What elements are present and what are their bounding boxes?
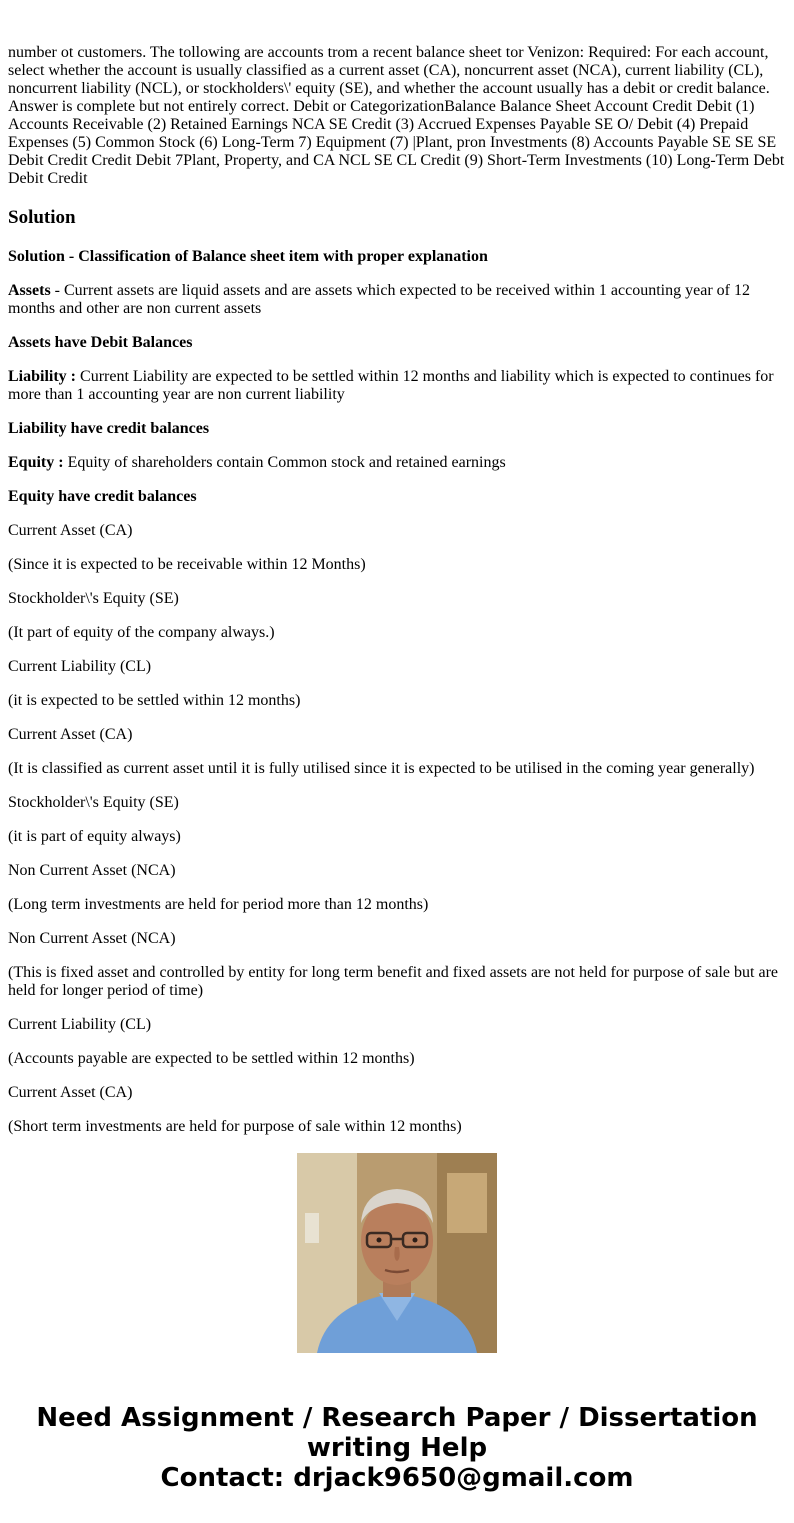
liability-balance-note (8, 420, 786, 438)
item-7-category: Non Current Asset (NCA) (8, 930, 176, 947)
liability-balance-note-text: Liability have credit balances (8, 420, 210, 437)
assets-balance-note-text: Assets have Debit Balances (8, 334, 193, 351)
promo-contact: Contact: drjack9650@gmail.com (160, 1463, 634, 1493)
solution-subheading-text: Solution - Classification of Balance sheet item with proper explanation (8, 248, 488, 265)
promo-banner (0, 1403, 794, 1493)
item-5-reason: (it is part of equity always) (8, 828, 181, 845)
item-8-reason: (Accounts payable are expected to be settled within 12 months) (8, 1050, 415, 1067)
solution-subheading (8, 248, 786, 266)
assets-definition (8, 282, 786, 318)
solution-content (8, 44, 786, 1135)
liability-label: Liability : (8, 368, 77, 385)
promo-line-2: writing Help (306, 1433, 488, 1463)
item-3-reason: (it is expected to be settled within 12 months) (8, 692, 301, 709)
equity-definition (8, 454, 786, 472)
item-5-category: Stockholder\'s Equity (SE) (8, 794, 179, 811)
liability-definition (8, 368, 786, 404)
item-4-reason: (It is classified as current asset until it is fully utilised since it is expected to be utilised in the coming year generally) (8, 760, 755, 777)
author-portrait-image (297, 1153, 497, 1353)
liability-text: Current Liability are expected to be settled within 12 months and liability which is expected to continues for more than 1 accounting year are non current liability (8, 368, 774, 403)
item-2-reason: (It part of equity of the company always.) (8, 624, 275, 641)
promo-line-1: Need Assignment / Research Paper / Dissertation (36, 1403, 758, 1433)
equity-label: Equity : (8, 454, 64, 471)
assets-label: Assets (8, 282, 51, 299)
item-4-category: Current Asset (CA) (8, 726, 133, 743)
equity-balance-note (8, 488, 786, 506)
item-6-category: Non Current Asset (NCA) (8, 862, 176, 879)
question-text: number ot customers. The tollowing are accounts trom a recent balance sheet tor Venizon: Required: For each account, select whether the account is usually classified as a current asset (CA), noncurrent asset (NCA), current liability (CL), noncurrent liability (NCL), or stockholders\' equity (SE), and whether the account usually has a debit or credit balance. Answer is complete but not entirely correct. Debit or CategorizationBalance Balance Sheet Account Credit Debit (1) Accounts Receivable (2) Retained Earnings NCA SE Credit (3) Accrued Expenses Payable SE O/ Debit (4) Prepaid Expenses (5) Common Stock (6) Long-Term 7) Equipment (7) |Plant, pron Investments (8) Accounts Payable SE SE SE Debit Credit Credit Debit 7Plant, Property, and CA NCL SE CL Credit (9) Short-Term Investments (10) Long-Term Debt Debit Credit (8, 44, 785, 187)
assets-text: - Current assets are liquid assets and are assets which expected to be received within 1 accounting year of 12 months and other are non current assets (8, 282, 750, 317)
item-1-reason: (Since it is expected to be receivable within 12 Months) (8, 556, 366, 573)
item-9-reason: (Short term investments are held for purpose of sale within 12 months) (8, 1118, 462, 1135)
item-2-category: Stockholder\'s Equity (SE) (8, 590, 179, 607)
item-1-category: Current Asset (CA) (8, 522, 133, 539)
item-7-reason: (This is fixed asset and controlled by entity for long term benefit and fixed assets are not held for purpose of sale but are held for longer period of time) (8, 964, 778, 999)
item-8-category: Current Liability (CL) (8, 1016, 152, 1033)
solution-heading: Solution (8, 207, 76, 228)
item-6-reason: (Long term investments are held for period more than 12 months) (8, 896, 429, 913)
item-3-category: Current Liability (CL) (8, 658, 152, 675)
author-avatar (297, 1153, 497, 1353)
equity-balance-note-text: Equity have credit balances (8, 488, 197, 505)
assets-balance-note (8, 334, 786, 352)
equity-text: Equity of shareholders contain Common stock and retained earnings (63, 454, 506, 471)
item-9-category: Current Asset (CA) (8, 1084, 133, 1101)
